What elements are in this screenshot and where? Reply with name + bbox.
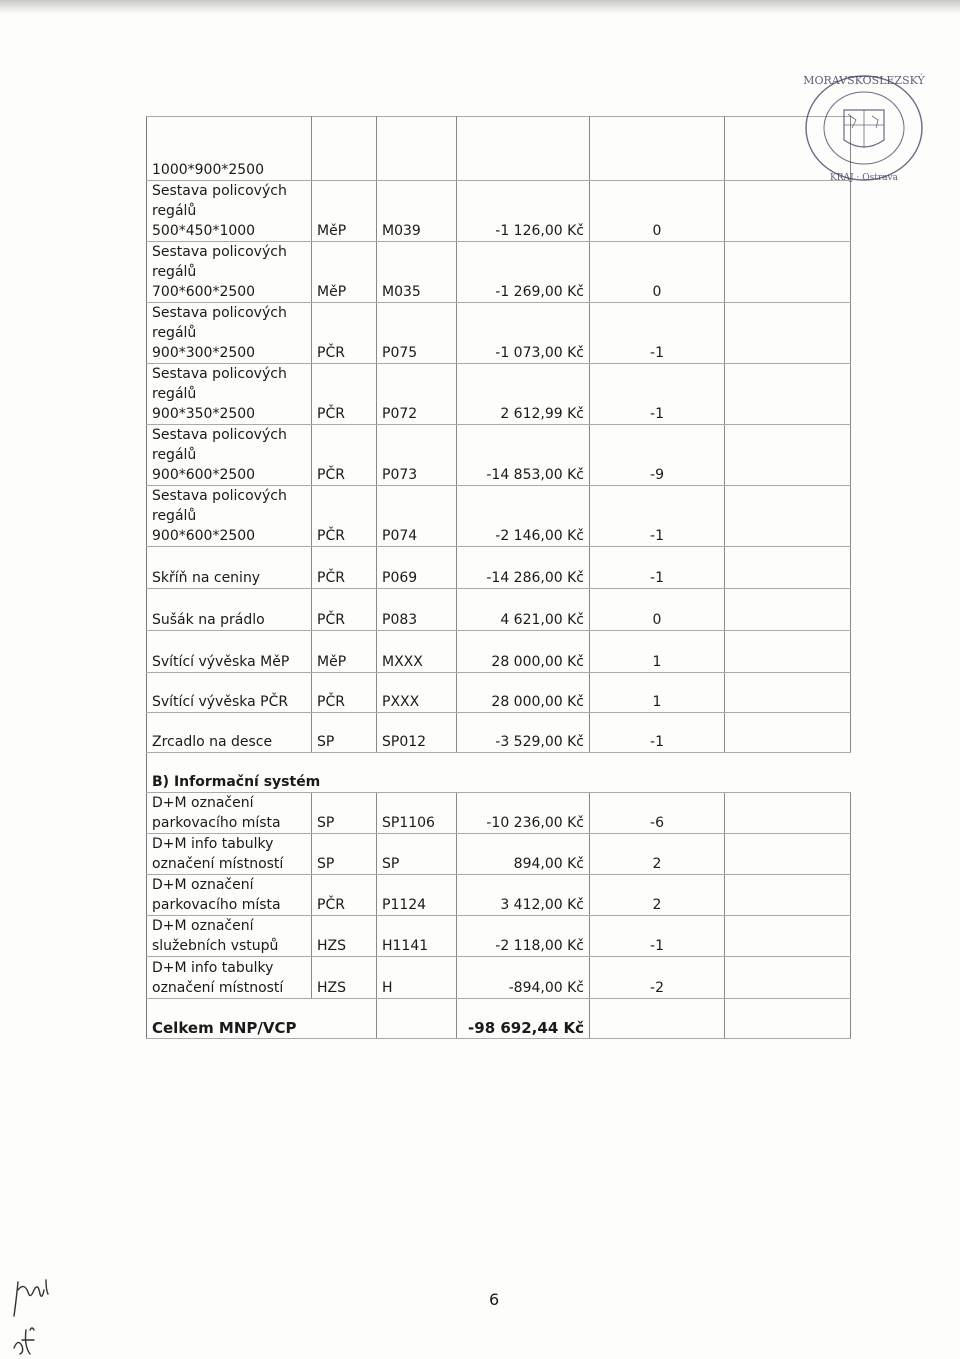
description-line: služebních vstupů bbox=[152, 938, 279, 954]
item-description bbox=[147, 117, 312, 181]
organization-cell: HZS bbox=[312, 916, 377, 957]
amount-cell: -3 529,00 Kč bbox=[457, 713, 590, 753]
empty-cell bbox=[725, 999, 851, 1039]
svg-text:KRAJ · Ostrava: KRAJ · Ostrava bbox=[830, 173, 898, 183]
amount-cell: 3 412,00 Kč bbox=[457, 875, 590, 916]
item-description bbox=[147, 364, 312, 425]
count-cell: 1 bbox=[590, 673, 725, 713]
count-cell: -2 bbox=[590, 957, 725, 999]
item-code-cell: M039 bbox=[377, 181, 457, 242]
item-code-cell bbox=[377, 117, 457, 181]
item-code-cell: SP012 bbox=[377, 713, 457, 753]
count-cell: 2 bbox=[590, 875, 725, 916]
section-title: B) Informační systém bbox=[147, 753, 851, 793]
organization-cell: MěP bbox=[312, 631, 377, 673]
description-line: regálů bbox=[152, 508, 197, 524]
item-description bbox=[147, 486, 312, 547]
organization-cell: HZS bbox=[312, 957, 377, 999]
item-description bbox=[147, 589, 312, 631]
organization-cell: PČR bbox=[312, 303, 377, 364]
count-cell: -1 bbox=[590, 364, 725, 425]
description-line: 700*600*2500 bbox=[152, 284, 256, 300]
description-line: D+M označení bbox=[152, 918, 254, 934]
count-cell: -6 bbox=[590, 793, 725, 834]
organization-cell: SP bbox=[312, 793, 377, 834]
table-row bbox=[147, 834, 851, 875]
count-cell: -1 bbox=[590, 547, 725, 589]
description-line: označení místností bbox=[152, 856, 284, 872]
item-code-cell: SP1106 bbox=[377, 793, 457, 834]
item-description bbox=[147, 875, 312, 916]
amount-cell: -1 073,00 Kč bbox=[457, 303, 590, 364]
scan-top-edge bbox=[0, 0, 960, 14]
total-amount: -98 692,44 Kč bbox=[457, 999, 590, 1039]
count-cell: 2 bbox=[590, 834, 725, 875]
organization-cell: PČR bbox=[312, 486, 377, 547]
empty-cell bbox=[377, 999, 457, 1039]
organization-cell bbox=[312, 117, 377, 181]
organization-cell: PČR bbox=[312, 425, 377, 486]
amount-cell: 28 000,00 Kč bbox=[457, 631, 590, 673]
description-line: označení místností bbox=[152, 980, 284, 996]
organization-cell: PČR bbox=[312, 673, 377, 713]
item-description bbox=[147, 547, 312, 589]
empty-cell bbox=[725, 547, 851, 589]
handwritten-initials bbox=[0, 1270, 80, 1359]
description-line: 500*450*1000 bbox=[152, 223, 256, 239]
description-line: Sestava policových bbox=[152, 488, 287, 504]
empty-cell bbox=[725, 242, 851, 303]
count-cell: -1 bbox=[590, 486, 725, 547]
organization-cell: PČR bbox=[312, 364, 377, 425]
count-cell bbox=[590, 117, 725, 181]
item-code-cell: P075 bbox=[377, 303, 457, 364]
total-row bbox=[147, 999, 851, 1039]
item-code-cell: M035 bbox=[377, 242, 457, 303]
item-description bbox=[147, 181, 312, 242]
amount-cell: 2 612,99 Kč bbox=[457, 364, 590, 425]
description-line: Sestava policových bbox=[152, 427, 287, 443]
organization-cell: MěP bbox=[312, 181, 377, 242]
count-cell: -1 bbox=[590, 303, 725, 364]
inventory-table bbox=[146, 116, 851, 1039]
empty-cell bbox=[725, 875, 851, 916]
description-line: 900*300*2500 bbox=[152, 345, 256, 361]
amount-cell: -14 286,00 Kč bbox=[457, 547, 590, 589]
item-code-cell: P072 bbox=[377, 364, 457, 425]
empty-cell bbox=[725, 793, 851, 834]
empty-cell bbox=[725, 181, 851, 242]
description-line: 900*600*2500 bbox=[152, 528, 256, 544]
table-row bbox=[147, 242, 851, 303]
section-heading-row bbox=[147, 753, 851, 793]
organization-cell: PČR bbox=[312, 547, 377, 589]
item-code-cell: PXXX bbox=[377, 673, 457, 713]
amount-cell bbox=[457, 117, 590, 181]
table-row bbox=[147, 673, 851, 713]
item-code-cell: P1124 bbox=[377, 875, 457, 916]
description-line: regálů bbox=[152, 325, 197, 341]
organization-cell: SP bbox=[312, 713, 377, 753]
regional-seal-stamp bbox=[800, 70, 926, 186]
empty-cell bbox=[725, 713, 851, 753]
empty-cell bbox=[725, 834, 851, 875]
item-code-cell: P083 bbox=[377, 589, 457, 631]
table-row bbox=[147, 181, 851, 242]
empty-cell bbox=[725, 486, 851, 547]
description-line: 900*600*2500 bbox=[152, 467, 256, 483]
page-number: 6 bbox=[489, 1290, 500, 1309]
item-description bbox=[147, 425, 312, 486]
description-line: parkovacího místa bbox=[152, 815, 281, 831]
table-row bbox=[147, 631, 851, 673]
table-row bbox=[147, 957, 851, 999]
amount-cell: -1 269,00 Kč bbox=[457, 242, 590, 303]
item-code-cell: P073 bbox=[377, 425, 457, 486]
item-description bbox=[147, 631, 312, 673]
item-description bbox=[147, 957, 312, 999]
item-code-cell: H1141 bbox=[377, 916, 457, 957]
description-line: Sestava policových bbox=[152, 183, 287, 199]
item-description bbox=[147, 793, 312, 834]
count-cell: -1 bbox=[590, 713, 725, 753]
total-label: Celkem MNP/VCP bbox=[147, 999, 377, 1039]
count-cell: 0 bbox=[590, 242, 725, 303]
description-line: Zrcadlo na desce bbox=[152, 734, 273, 750]
table-row bbox=[147, 589, 851, 631]
description-line: 900*350*2500 bbox=[152, 406, 256, 422]
item-description bbox=[147, 242, 312, 303]
item-description bbox=[147, 834, 312, 875]
description-line: Sušák na prádlo bbox=[152, 612, 265, 628]
item-code-cell: MXXX bbox=[377, 631, 457, 673]
description-line: D+M označení bbox=[152, 877, 254, 893]
description-line: D+M označení bbox=[152, 795, 254, 811]
table-row bbox=[147, 117, 851, 181]
description-line: Skříň na ceniny bbox=[152, 570, 261, 586]
description-line: 1000*900*2500 bbox=[152, 162, 264, 178]
amount-cell: 894,00 Kč bbox=[457, 834, 590, 875]
item-code-cell: P074 bbox=[377, 486, 457, 547]
amount-cell: -894,00 Kč bbox=[457, 957, 590, 999]
description-line: Svítící vývěska MěP bbox=[152, 654, 290, 670]
empty-cell bbox=[725, 673, 851, 713]
count-cell: 0 bbox=[590, 589, 725, 631]
description-line: regálů bbox=[152, 264, 197, 280]
empty-cell bbox=[725, 957, 851, 999]
table-row bbox=[147, 364, 851, 425]
organization-cell: PČR bbox=[312, 589, 377, 631]
empty-cell bbox=[725, 631, 851, 673]
description-line: regálů bbox=[152, 386, 197, 402]
empty-cell bbox=[725, 916, 851, 957]
item-code-cell: H bbox=[377, 957, 457, 999]
amount-cell: -10 236,00 Kč bbox=[457, 793, 590, 834]
empty-cell bbox=[725, 425, 851, 486]
organization-cell: SP bbox=[312, 834, 377, 875]
item-code-cell: P069 bbox=[377, 547, 457, 589]
item-description bbox=[147, 673, 312, 713]
description-line: Sestava policových bbox=[152, 305, 287, 321]
item-description bbox=[147, 713, 312, 753]
table-row bbox=[147, 547, 851, 589]
table-row bbox=[147, 875, 851, 916]
description-line: parkovacího místa bbox=[152, 897, 281, 913]
amount-cell: -14 853,00 Kč bbox=[457, 425, 590, 486]
description-line: D+M info tabulky bbox=[152, 836, 274, 852]
count-cell: -1 bbox=[590, 916, 725, 957]
amount-cell: -1 126,00 Kč bbox=[457, 181, 590, 242]
amount-cell: 4 621,00 Kč bbox=[457, 589, 590, 631]
empty-cell bbox=[590, 999, 725, 1039]
description-line: Svítící vývěska PČR bbox=[152, 694, 289, 710]
count-cell: -9 bbox=[590, 425, 725, 486]
description-line: Sestava policových bbox=[152, 366, 287, 382]
amount-cell: -2 118,00 Kč bbox=[457, 916, 590, 957]
table-row bbox=[147, 425, 851, 486]
empty-cell bbox=[725, 364, 851, 425]
item-description bbox=[147, 916, 312, 957]
item-description bbox=[147, 303, 312, 364]
amount-cell: -2 146,00 Kč bbox=[457, 486, 590, 547]
svg-text:MORAVSKOSLEZSKÝ: MORAVSKOSLEZSKÝ bbox=[803, 74, 925, 87]
description-line: Sestava policových bbox=[152, 244, 287, 260]
organization-cell: MěP bbox=[312, 242, 377, 303]
table-row bbox=[147, 486, 851, 547]
description-line: D+M info tabulky bbox=[152, 960, 274, 976]
count-cell: 0 bbox=[590, 181, 725, 242]
empty-cell bbox=[725, 589, 851, 631]
table-row bbox=[147, 793, 851, 834]
description-line: regálů bbox=[152, 203, 197, 219]
item-code-cell: SP bbox=[377, 834, 457, 875]
amount-cell: 28 000,00 Kč bbox=[457, 673, 590, 713]
count-cell: 1 bbox=[590, 631, 725, 673]
description-line: regálů bbox=[152, 447, 197, 463]
table-row bbox=[147, 713, 851, 753]
table-row bbox=[147, 303, 851, 364]
organization-cell: PČR bbox=[312, 875, 377, 916]
table-row bbox=[147, 916, 851, 957]
empty-cell bbox=[725, 303, 851, 364]
